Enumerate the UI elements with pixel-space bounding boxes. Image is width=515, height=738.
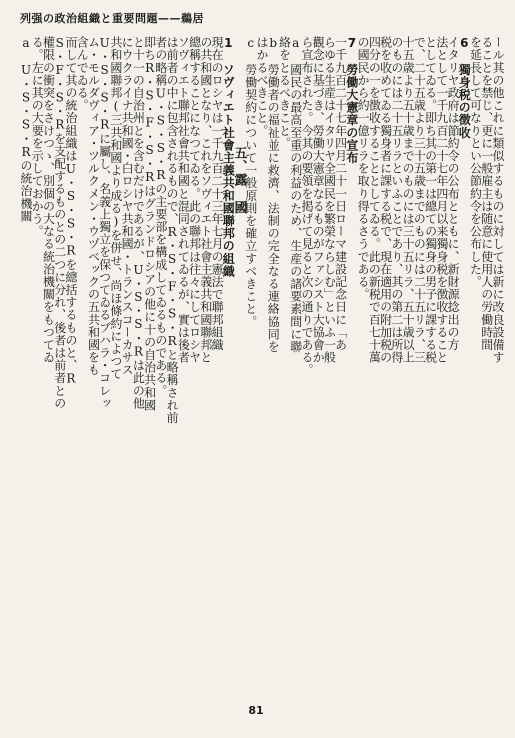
text-column: イタリヤ政府は節約令の公布とともに、新財源捻出の方 — [446, 36, 461, 351]
text-column: 絡をとるべきこと。 — [277, 36, 292, 150]
text-column: a 國民の最高至重の利益のため、生産の諸要素間に聯 — [288, 36, 303, 353]
text-column: ール其の他これに類似するものに対しては新に改良設備す — [491, 36, 505, 364]
text-column: 觀念に基づき、勞働大憲章なるものがファシスト大協會か — [311, 36, 326, 364]
chapter-heading: 五、露 國 — [231, 146, 247, 214]
text-column: 十五歳より五十歳までのものには三十五リラ、五十歳以上 — [401, 36, 416, 364]
text-column: 者の略稱U・S・S・Rの主要部を構成してゐるものである。 — [153, 36, 168, 397]
text-column: ることを禁じ、更に一般雇主は随意に使用人の労働時間 — [479, 36, 494, 351]
text-column: S・F・S・Rを支配するものとの二つに分れ、後者は前者との — [52, 36, 67, 410]
text-column: にウクライナ共和國・白ロシヤ共和國・トランスコーカサス — [120, 36, 135, 377]
text-column: 法として一千九百二十七年四月以来獨身税を徴收すること — [434, 36, 449, 364]
text-column: c 勞働契約について一般原則を確立すべきこと。 — [243, 36, 258, 328]
text-column: 四分の一を徴收することとしてゐる。此の新税で百七十萬 — [367, 36, 382, 364]
text-column: らゆる生産はイタリヤ全國民を繁榮ならしむ」といふ一般 — [322, 36, 337, 364]
text-column: 一千九百二十七年四月二十一日ローマ建設記念日に「あ — [333, 36, 348, 351]
text-column: 含んでゐる。 — [75, 36, 90, 112]
running-header: 列强の政治組織と重要問題——鵜居 — [20, 12, 204, 25]
text-column: 總稱することになつてゐる。此の聯邦は往々にしてロシヤ — [187, 36, 202, 364]
section-heading: 6 獨身税の徴收 — [457, 36, 472, 139]
text-column: の國民から約一億リラを取り得るさうである。 — [356, 36, 371, 301]
section-heading: 1 ソヴィエト社會主義共和國聯邦の組織 — [221, 36, 236, 278]
text-column: ム・モルダヴィア・ツルクメン・ウヅベックの五共和國をも — [86, 36, 101, 377]
vertical-text-body — [18, 36, 504, 688]
text-column: 現在のロシヤは一千九百二十三年七月の憲法で聯邦組織 — [210, 36, 225, 351]
text-column: 權限の衝突をさけつゝ、別個の大なる統治機關をもつてゐ — [41, 36, 56, 364]
text-column: 共和國聯邦(三共和國より成る)を併せ、尚ほ條約によつて — [108, 36, 123, 381]
text-column: は前者の中に包含されるもので、R・S・F・S・Rと略稱され前 — [165, 36, 180, 424]
section-heading: 7 勞働大憲章の宣布 — [344, 36, 359, 164]
text-column: 即ちR・S・F・S・Rはグランドロシアの他に十の自治共和國 — [142, 36, 157, 412]
text-column: ら宣布された。今其の要領を掲げて見ると次の通りである。 — [299, 36, 314, 377]
text-column: の共和國となり、これをソヴィエト社會主義共和國聯邦と — [198, 36, 213, 364]
text-column: で、二十五歳より三十五歳までのものには二十五リラ、三 — [412, 36, 427, 364]
text-column: はかるべきこと。 — [255, 36, 269, 137]
text-column: を延長して可なりとい公節約令を公布した。 — [468, 36, 483, 288]
page-number: 81 — [248, 704, 264, 717]
text-column: a U・S・S・Rの統治機關 — [19, 36, 33, 223]
text-column: と十一の自治州とを含むだけであるが、U・S・S・Rは此の他 — [131, 36, 146, 410]
text-column: U・S・S・Rに屬し、名義上獨立を保つてゐるブハラ・コレッ — [97, 36, 112, 410]
text-column: のものには二十五リラといふことであり、其の第二は所得 — [389, 36, 404, 364]
text-column: b 勞働者の福祉並に救濟、法制の完全なる連絡協同を — [266, 36, 281, 353]
text-column: ソヴィエト聯邦社會共和國と混同されてゐるが、實は後者 — [176, 36, 191, 364]
text-column: る。左に其の大要を示しておかう。 — [30, 36, 45, 238]
text-column: 税を收めてゐる獨身者に課する税で、現在適用の附加税の — [378, 36, 393, 364]
text-column: としてゐる。即ち其の第一は總ての獨身の男子に課する税 — [423, 36, 438, 364]
text-column: 而して其の統治組織はU・S・S・Rを總括するものと、R — [63, 36, 78, 387]
